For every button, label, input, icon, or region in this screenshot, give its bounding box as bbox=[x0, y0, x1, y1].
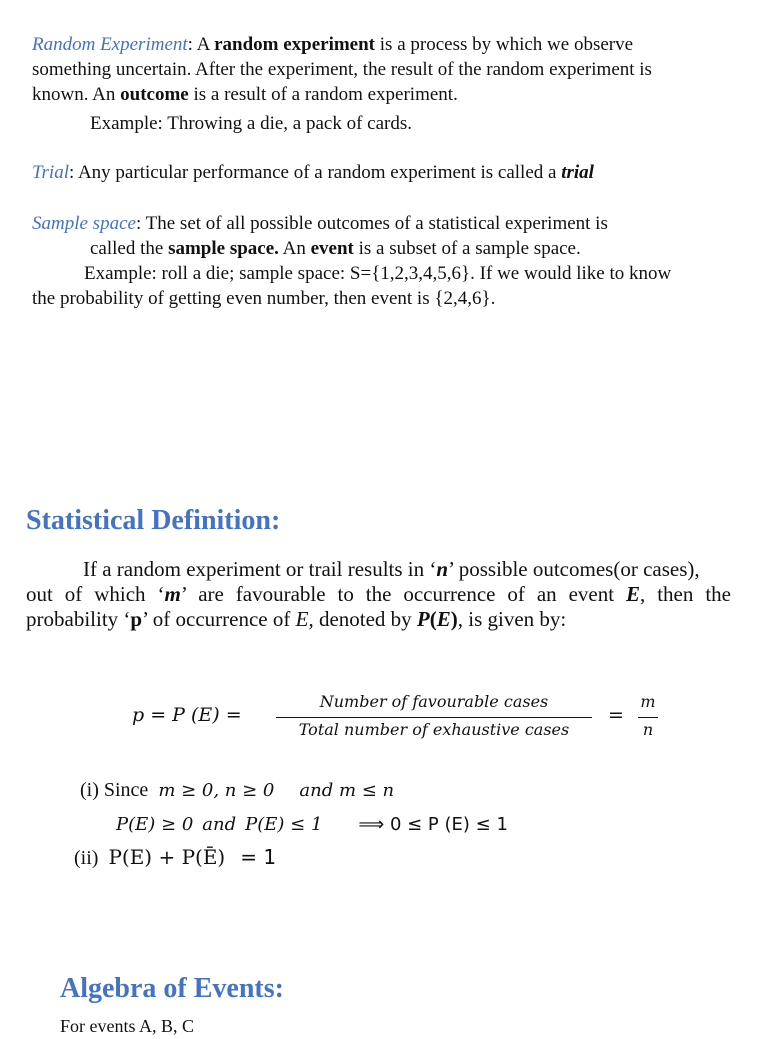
random-experiment-term: Random Experiment bbox=[32, 34, 188, 55]
and-word: and bbox=[202, 814, 237, 835]
cut-off-line-container bbox=[0, 1016, 768, 1036]
text: known. An bbox=[32, 84, 121, 105]
statistical-definition-paragraph bbox=[26, 557, 731, 632]
formula-numerator: Number of favourable cases bbox=[319, 692, 549, 711]
text: is a result of a random experiment. bbox=[188, 84, 458, 105]
condition-ii-label: (ii) bbox=[74, 847, 99, 869]
condition-i-second bbox=[116, 812, 508, 837]
text: : The set of all possible outcomes of a statistical experiment is bbox=[135, 213, 608, 234]
sample-space-line4: the probability of getting even number, then event is {2,4,6}. bbox=[32, 288, 496, 309]
text: : Any particular performance of a random experiment is called a bbox=[68, 162, 562, 183]
var-E: E bbox=[626, 582, 641, 606]
var-n: n bbox=[436, 557, 449, 581]
implies-range: ⟹ 0 ≤ P (E) ≤ 1 bbox=[358, 814, 508, 835]
paren: ) bbox=[450, 607, 458, 631]
var-P: P bbox=[416, 607, 430, 631]
var-m: m bbox=[164, 582, 181, 606]
condition-i-label: (i) Since bbox=[80, 779, 149, 801]
var-E: E bbox=[436, 607, 451, 631]
formula-denominator: Total number of exhaustive cases bbox=[298, 720, 570, 739]
bold-term: event bbox=[310, 238, 354, 259]
bold-term: random experiment bbox=[214, 34, 376, 55]
trial-bold-italic: trial bbox=[561, 162, 594, 183]
text: , denoted by bbox=[308, 607, 417, 631]
trial-term: Trial bbox=[32, 162, 69, 183]
text: ’ possible outcomes(or cases), bbox=[448, 557, 700, 581]
equals-one: = 1 bbox=[240, 845, 277, 869]
formula-m: m bbox=[640, 692, 656, 711]
formula-lhs-text: p = P (E) = bbox=[132, 704, 242, 726]
random-experiment-line1 bbox=[32, 32, 652, 57]
text: An bbox=[278, 238, 311, 259]
bold-term: outcome bbox=[120, 84, 189, 105]
formula-lhs bbox=[132, 704, 242, 726]
text: , then the bbox=[640, 582, 731, 606]
cut-off-text: For events A, B, C bbox=[60, 1016, 195, 1036]
fraction-bar-small bbox=[638, 717, 658, 718]
trial-paragraph bbox=[32, 160, 594, 185]
statistical-definition-heading: Statistical Definition: bbox=[26, 505, 281, 536]
random-experiment-line2: something uncertain. After the experiment, the result of the random experiment is bbox=[32, 59, 652, 80]
sample-space-line3: Example: roll a die; sample space: S={1,2,3,4,5,6}. If we would like to know bbox=[84, 263, 672, 284]
text: out of which ‘ bbox=[26, 582, 165, 606]
sample-space-term: Sample space bbox=[32, 213, 136, 234]
stat-def-line2 bbox=[26, 582, 731, 607]
condition-i bbox=[80, 778, 394, 803]
formula-n: n bbox=[642, 720, 654, 739]
text: ’ of occurrence of bbox=[142, 607, 296, 631]
fraction-bar bbox=[276, 717, 592, 718]
complement-sum: P(E) + P(Ē) bbox=[108, 845, 226, 869]
condition-i-and: and m ≤ n bbox=[299, 780, 395, 801]
condition-i-math: m ≥ 0, n ≥ 0 bbox=[158, 780, 275, 801]
random-experiment-line3 bbox=[32, 82, 652, 107]
bold-term: sample space. bbox=[168, 238, 279, 259]
stat-def-line1 bbox=[26, 557, 731, 582]
var-E: E bbox=[295, 607, 309, 631]
var-p: p bbox=[130, 607, 143, 631]
text: ’ are favourable to the occurrence of an event bbox=[180, 582, 627, 606]
pe-ge-zero: P(E) ≥ 0 bbox=[116, 814, 194, 835]
pe-le-one: P(E) ≤ 1 bbox=[245, 814, 323, 835]
sample-space-line2 bbox=[90, 236, 581, 261]
text: called the bbox=[90, 238, 169, 259]
text: If a random experiment or trail results in ‘ bbox=[83, 557, 437, 581]
formula-equals: = bbox=[608, 704, 624, 726]
random-experiment-paragraph bbox=[32, 32, 652, 107]
random-experiment-example: Example: Throwing a die, a pack of cards. bbox=[90, 113, 413, 134]
text: probability ‘ bbox=[26, 607, 131, 631]
algebra-of-events-heading: Algebra of Events: bbox=[60, 973, 284, 1004]
text: : A bbox=[187, 34, 215, 55]
stat-def-line3 bbox=[26, 607, 731, 632]
sample-space-line1 bbox=[32, 211, 608, 236]
paren: ( bbox=[429, 607, 437, 631]
text: is a subset of a sample space. bbox=[353, 238, 581, 259]
text: , is given by: bbox=[457, 607, 567, 631]
text: is a process by which we observe bbox=[375, 34, 634, 55]
condition-ii bbox=[74, 845, 276, 871]
